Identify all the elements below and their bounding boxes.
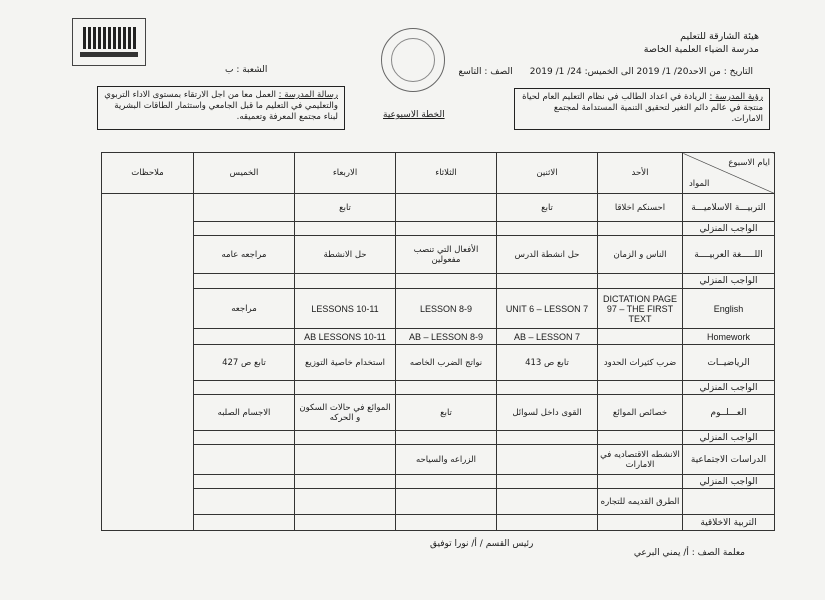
plan-cell	[396, 431, 497, 445]
plan-cell	[295, 274, 396, 289]
plan-cell	[194, 329, 295, 345]
mission-box	[97, 86, 345, 130]
plan-cell	[497, 431, 598, 445]
plan-cell	[295, 475, 396, 489]
org-name: هيئة الشارقة للتعليم	[680, 31, 759, 42]
subject-cell: الدراسات الاجتماعية	[683, 445, 775, 475]
table-row	[102, 431, 775, 445]
day-header: الاربعاء	[295, 153, 396, 194]
school-header	[644, 30, 759, 56]
plan-cell: LESSONS 10-11	[295, 289, 396, 329]
plan-cell: الانشطه الاقتصاديه في الامارات	[598, 445, 683, 475]
plan-cell: تابع ص 427	[194, 345, 295, 381]
subject-cell: العـــلــوم	[683, 395, 775, 431]
subject-cell	[683, 489, 775, 515]
table-row	[102, 289, 775, 329]
plan-cell	[194, 445, 295, 475]
plan-cell	[194, 431, 295, 445]
plan-cell: الطرق القديمه للتجاره	[598, 489, 683, 515]
table-row	[102, 445, 775, 475]
subject-cell: الواجب المنزلي	[683, 475, 775, 489]
vision-text: الريادة في اعداد الطالب في نظام التعليم العام لحياة منتجة في عالم دائم التغير لتحقيق التنمية المستدامة لمجتمع الامارات.	[522, 92, 763, 124]
school-name: مدرسة الضياء العلمية الخاصة	[643, 44, 759, 55]
plan-cell: تابع ص 413	[497, 345, 598, 381]
plan-cell	[396, 194, 497, 222]
corner-days-label: ايام الاسبوع	[728, 158, 770, 168]
mission-label: رسالة المدرسة :	[278, 90, 338, 100]
plan-cell: استخدام خاصية التوزيع	[295, 345, 396, 381]
plan-cell: تابع	[497, 194, 598, 222]
date-range: التاريخ : من الاحد20/ 1/ 2019 الى الخميس: 24/ 1/ 2019	[529, 67, 753, 77]
table-row	[102, 274, 775, 289]
plan-cell	[497, 475, 598, 489]
plan-cell	[194, 475, 295, 489]
plan-cell	[497, 222, 598, 236]
plan-cell	[598, 515, 683, 531]
plan-cell: AB – LESSON 8-9	[396, 329, 497, 345]
plan-cell	[194, 222, 295, 236]
table-row	[102, 515, 775, 531]
plan-cell: ضرب كثيرات الحدود	[598, 345, 683, 381]
mission-text: العمل معا من اجل الارتقاء بمستوى الاداء التربوي والتعليمي في التعليم ما قبل الجامعي واستثمار الطاقات البشرية لبناء مجتمع المعرفة وتعميقه.	[104, 90, 338, 122]
subject-cell: الواجب المنزلي	[683, 431, 775, 445]
plan-cell: مراجعه عامه	[194, 236, 295, 274]
plan-cell	[194, 381, 295, 395]
subject-cell: الرياضيــات	[683, 345, 775, 381]
plan-cell	[295, 515, 396, 531]
plan-cell	[497, 381, 598, 395]
plan-cell: AB – LESSON 7	[497, 329, 598, 345]
plan-cell	[295, 222, 396, 236]
plan-cell: خصائص الموائع	[598, 395, 683, 431]
plan-cell	[497, 274, 598, 289]
plan-cell: الناس و الزمان	[598, 236, 683, 274]
plan-cell: القوى داخل لسوائل	[497, 395, 598, 431]
plan-cell: LESSON 8-9	[396, 289, 497, 329]
table-row	[102, 475, 775, 489]
plan-cell	[396, 222, 497, 236]
plan-cell: احسنكم اخلاقا	[598, 194, 683, 222]
plan-cell	[295, 381, 396, 395]
table-row	[102, 345, 775, 381]
table-row	[102, 194, 775, 222]
day-header: الأحد	[598, 153, 683, 194]
table-row	[102, 329, 775, 345]
plan-cell: الزراعه والسياحه	[396, 445, 497, 475]
plan-cell	[598, 431, 683, 445]
notes-cell	[102, 194, 194, 531]
table-row	[102, 222, 775, 236]
school-logo-icon	[72, 18, 146, 66]
table-row	[102, 489, 775, 515]
plan-cell: الموائع في حالات السكون و الحركه	[295, 395, 396, 431]
date-grade-line	[458, 67, 753, 77]
plan-cell	[295, 445, 396, 475]
vision-box	[514, 88, 770, 130]
subject-cell: التربية الاخلاقية	[683, 515, 775, 531]
corner-header	[683, 153, 775, 194]
head-signature: رئيس القسم / أ/ نورا توفيق	[430, 539, 534, 549]
plan-cell	[598, 329, 683, 345]
plan-cell	[295, 489, 396, 515]
day-header: الاثنين	[497, 153, 598, 194]
table-row	[102, 236, 775, 274]
grade-label: الصف : التاسع	[458, 67, 513, 77]
plan-cell: مراجعه	[194, 289, 295, 329]
plan-cell	[497, 445, 598, 475]
plan-cell: تابع	[295, 194, 396, 222]
plan-cell	[598, 222, 683, 236]
plan-cell	[295, 431, 396, 445]
plan-cell	[497, 515, 598, 531]
subject-cell: الواجب المنزلي	[683, 381, 775, 395]
plan-cell	[396, 489, 497, 515]
plan-cell	[194, 274, 295, 289]
plan-cell	[396, 475, 497, 489]
subject-cell: الواجب المنزلي	[683, 222, 775, 236]
subject-cell: Homework	[683, 329, 775, 345]
plan-cell	[194, 489, 295, 515]
day-header: الخميس	[194, 153, 295, 194]
subject-cell: اللـــــغة العربيــــة	[683, 236, 775, 274]
plan-cell: حل انشطة الدرس	[497, 236, 598, 274]
weekly-plan-table	[101, 152, 775, 531]
plan-cell: الأفعال التي تنصب مفعولين	[396, 236, 497, 274]
plan-cell	[396, 381, 497, 395]
teacher-signature: معلمة الصف : أ/ يمني البرعي	[633, 548, 745, 558]
table-header-row	[102, 153, 775, 194]
plan-cell: DICTATION PAGE 97 – THE FIRST TEXT	[598, 289, 683, 329]
plan-cell	[194, 194, 295, 222]
corner-subjects-label: المواد	[689, 179, 710, 189]
plan-cell: UNIT 6 – LESSON 7	[497, 289, 598, 329]
plan-cell: حل الانشطة	[295, 236, 396, 274]
plan-cell: تابع	[396, 395, 497, 431]
school-seal-icon	[381, 28, 445, 92]
plan-cell	[497, 489, 598, 515]
subject-cell: English	[683, 289, 775, 329]
day-header: الثلاثاء	[396, 153, 497, 194]
subject-cell: التربيـــة الاسلاميـــة	[683, 194, 775, 222]
table-row	[102, 381, 775, 395]
plan-cell	[194, 515, 295, 531]
plan-cell: نواتج الضرب الخاصه	[396, 345, 497, 381]
plan-cell	[396, 274, 497, 289]
plan-cell	[598, 475, 683, 489]
plan-cell	[598, 274, 683, 289]
notes-header: ملاحظات	[102, 153, 194, 194]
plan-cell	[598, 381, 683, 395]
plan-cell	[396, 515, 497, 531]
section-label: الشعبة : ب	[225, 65, 268, 75]
table-row	[102, 395, 775, 431]
plan-cell: AB LESSONS 10-11	[295, 329, 396, 345]
subject-cell: الواجب المنزلي	[683, 274, 775, 289]
plan-cell: الاجسام الصلبه	[194, 395, 295, 431]
plan-title: الخطة الاسبوعية	[383, 110, 445, 120]
vision-label: رؤية المدرسة :	[709, 92, 763, 102]
